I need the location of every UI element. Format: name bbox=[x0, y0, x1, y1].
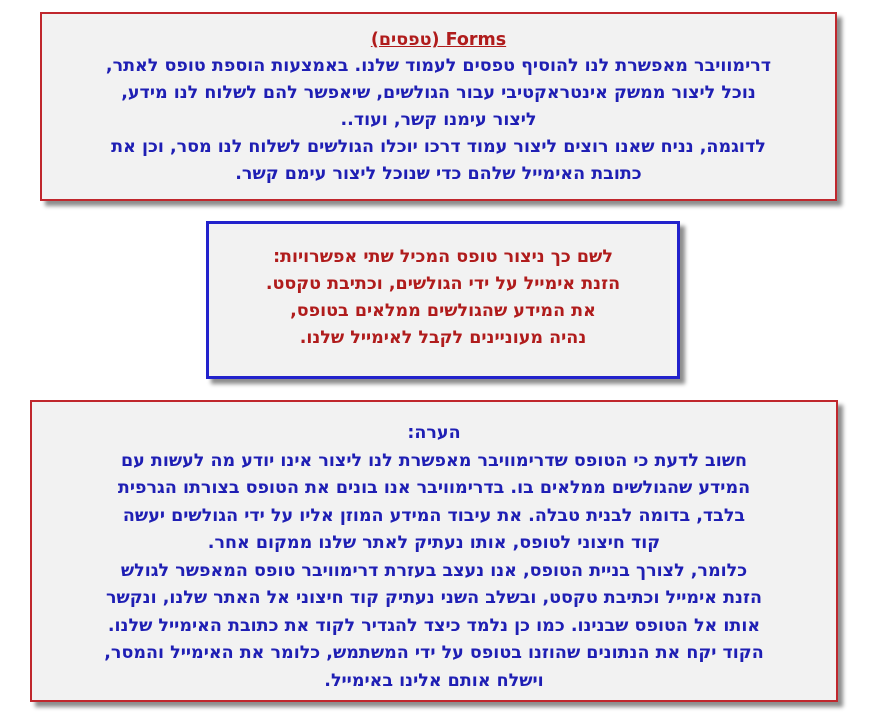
options-panel bbox=[206, 221, 680, 379]
options-line-3: את המידע שהגולשים ממלאים בטופס, bbox=[290, 301, 596, 321]
intro-line-4: לדוגמה, נניח שאנו רוצים ליצור עמוד דרכו יוכלו הגולשים לשלוח לנו מסר, וכן את bbox=[111, 137, 766, 157]
note-title: הערה: bbox=[407, 423, 461, 443]
note-line-7: אותו אל הטופס שבנינו. כמו כן נלמד כיצד להגדיר לקוד את כתובת האימייל שלנו. bbox=[107, 615, 761, 636]
note-line-4: קוד חיצוני לטופס, אותו נעתיק לאתר שלנו ממקום אחר. bbox=[207, 533, 661, 553]
intro-panel bbox=[40, 12, 837, 201]
intro-line-3: ליצור עימנו קשר, ועוד.. bbox=[340, 110, 537, 130]
forms-title: Forms (טפסים) bbox=[370, 30, 507, 50]
note-line-8: הקוד יקח את הנתונים שהוזנו בטופס על ידי המשתמש, כלומר את האימייל והמסר, bbox=[104, 643, 764, 663]
intro-line-5: כתובת האימייל שלהם כדי שנוכל ליצור עימם קשר. bbox=[235, 164, 642, 184]
options-line-1: לשם כך ניצור טופס המכיל שתי אפשרויות: bbox=[273, 247, 613, 267]
note-line-2: המידע שהגולשים ממלאים בו. בדרימוויבר אנו בונים את הטופס בצורתו הגרפית bbox=[117, 478, 751, 498]
note-line-5: כלומר, לצורך בניית הטופס, אנו נעצב בעזרת דרימוויבר טופס המאפשר לגולש bbox=[120, 560, 748, 581]
note-line-6: הזנת אימייל וכתיבת טקסט, ובשלב השני נעתיק קוד חיצוני אל האתר שלנו, ונקשר bbox=[105, 588, 762, 608]
note-panel bbox=[30, 400, 838, 702]
note-line-1: חשוב לדעת כי הטופס שדרימוויבר מאפשרת לנו ליצור אינו יודע מה לעשות עם bbox=[120, 450, 748, 471]
options-line-4: נהיה מעוניינים לקבל לאימייל שלנו. bbox=[299, 328, 587, 348]
note-line-3: בלבד, בדומה לבנית טבלה. את עיבוד המידע המוזן אליו על ידי הגולשים יעשה bbox=[122, 505, 746, 526]
intro-line-1: דרימוויבר מאפשרת לנו להוסיף טפסים לעמוד שלנו. באמצעות הוספת טופס לאתר, bbox=[105, 56, 772, 76]
options-line-2: הזנת אימייל על ידי הגולשים, וכתיבת טקסט. bbox=[265, 274, 621, 294]
note-line-9: וישלח אותם אלינו באימייל. bbox=[324, 670, 544, 691]
intro-line-2: נוכל ליצור ממשק אינטראקטיבי עבור הגולשים, שיאפשר להם לשלוח לנו מידע, bbox=[121, 83, 756, 103]
